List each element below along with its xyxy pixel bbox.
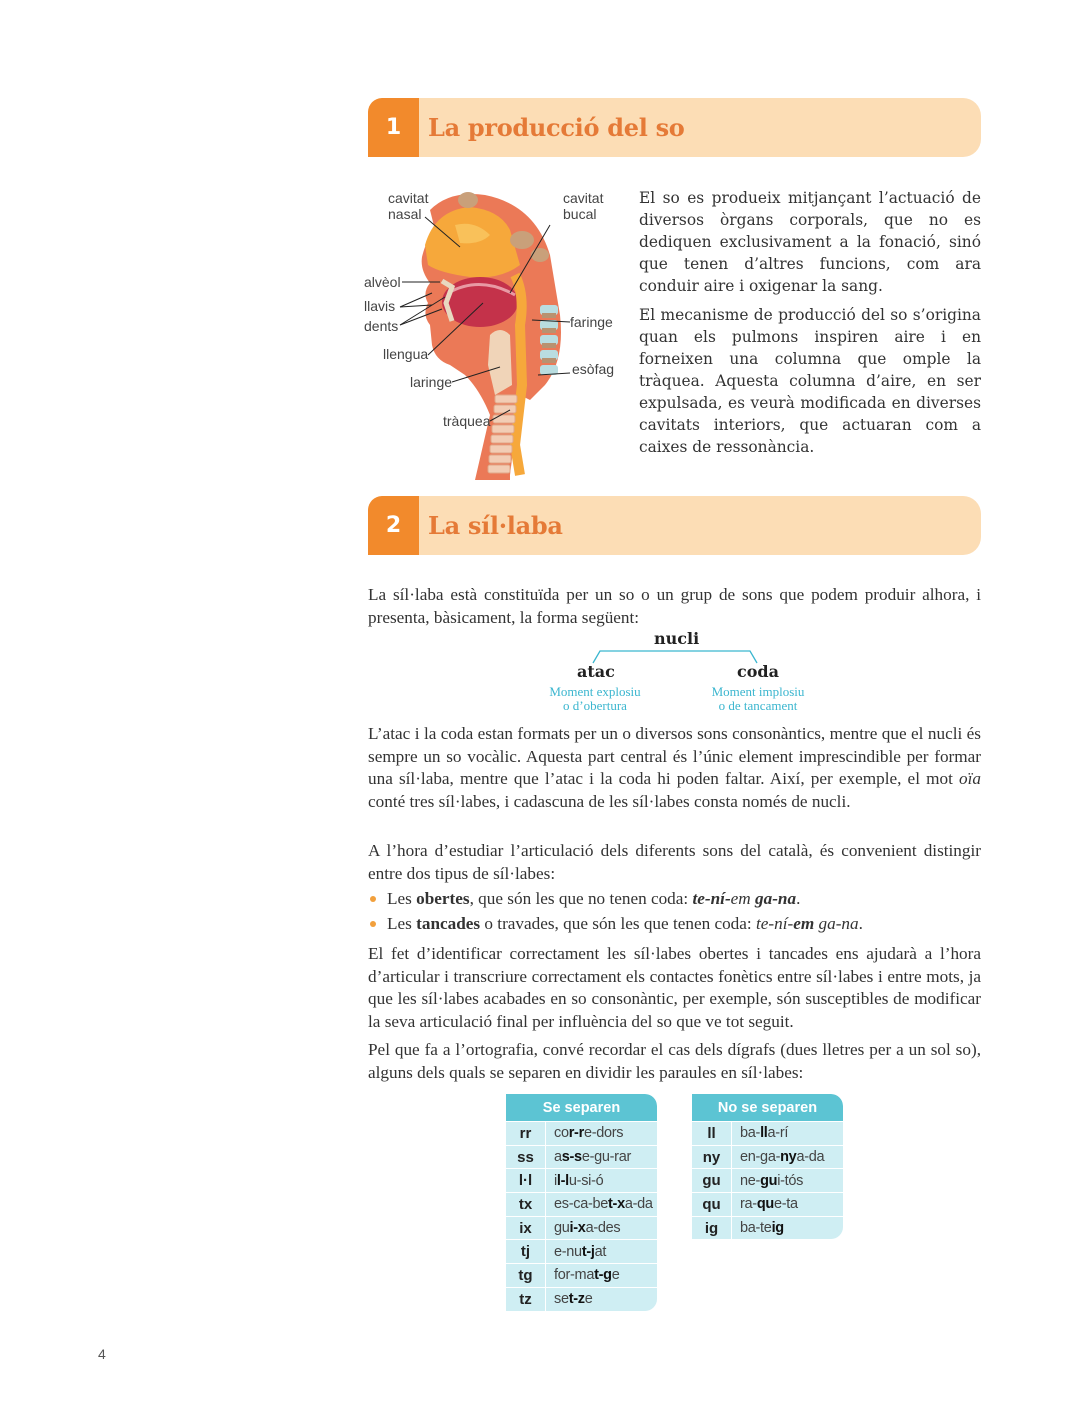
table-header: Se separen xyxy=(506,1094,657,1121)
table-row xyxy=(506,1168,657,1192)
section-number: 2 xyxy=(368,496,419,555)
section-header-1 xyxy=(368,98,981,157)
digraph-example: e-nut-jat xyxy=(554,1243,607,1260)
table-row xyxy=(506,1239,657,1263)
bullet-icon xyxy=(370,896,376,902)
label-alveol: alvèol xyxy=(364,274,401,290)
digraph-code: gu xyxy=(692,1169,732,1192)
digraph-example: ba-teig xyxy=(740,1220,784,1237)
label-llavis: llavis xyxy=(364,298,396,314)
vocal-tract-illustration xyxy=(360,185,620,480)
digraph-code: tx xyxy=(506,1193,546,1216)
table-row xyxy=(692,1192,843,1216)
digraph-example: en-ga-nya-da xyxy=(740,1149,825,1166)
bullet-icon xyxy=(370,921,376,927)
digraph-code: l·l xyxy=(506,1169,546,1192)
section-number: 1 xyxy=(368,98,419,157)
paragraph-sound-production-1: El so es produeix mitjançant l’actuació de diversos òrgans corporals, que no es dediquen exclusivament a la fonació, sinó que tenen d’altres funcions, com ara conduir aire i oxigenar la sang. xyxy=(639,189,981,295)
table-separated-digraphs xyxy=(506,1094,657,1311)
digraph-code: qu xyxy=(692,1193,732,1216)
digraph-code: ig xyxy=(692,1217,732,1240)
table-row xyxy=(506,1145,657,1169)
bullet-open-syllables: Les obertes, que són les que no tenen coda: te-ní-em ga-na. xyxy=(387,889,801,908)
label-traquea: tràquea xyxy=(443,413,491,429)
table-row xyxy=(692,1168,843,1192)
table-row xyxy=(506,1216,657,1240)
paragraph-syllable-importance: El fet d’identificar correctament les síl·labes obertes i tancades ens ajudarà a l’hora d’articular i transcriure correctament els contactes fonètics entre síl·labes i entre mots, ja que les síl·labes acabades en so consonàntic, per exemple, són susceptibles de modificar la seva articulació final per influència del so que ve tot seguit. xyxy=(368,944,981,1031)
digraph-example: es-ca-bet-xa-da xyxy=(554,1196,653,1213)
label-dents: dents xyxy=(364,318,399,334)
digraph-example: ra-que-ta xyxy=(740,1196,798,1213)
digraph-example: cor-re-dors xyxy=(554,1125,624,1142)
section-title: La síl·laba xyxy=(428,511,563,540)
paragraph-syllable-parts: L’atac i la coda estan formats per un o diversos sons consonàntics, mentre que el nucli és sempre un so vocàlic. Aquesta part central és l’únic element imprescindible per formar una síl·laba, mentre que l’atac i la coda hi poden faltar. Així, per exemple, el mot oïa conté tres síl·labes, i cadascuna de les síl·labes consta només de nucli. xyxy=(368,724,981,811)
table-row xyxy=(506,1192,657,1216)
vocal-tract-icon xyxy=(360,185,620,480)
label-atac: atac xyxy=(577,662,615,681)
digraph-code: tg xyxy=(506,1264,546,1287)
label-faringe: faringe xyxy=(570,314,613,330)
label-coda: coda xyxy=(737,662,779,681)
digraph-code: ss xyxy=(506,1146,546,1169)
table-non-separated-digraphs xyxy=(692,1094,843,1239)
section-header-2 xyxy=(368,496,981,555)
digraph-code: tz xyxy=(506,1288,546,1311)
label-nucli: nucli xyxy=(654,629,700,648)
onset-description: Moment explosiu o d’obertura xyxy=(549,684,641,713)
bracket-line-icon xyxy=(590,648,760,664)
table-row xyxy=(692,1216,843,1240)
digraph-example: as-se-gu-rar xyxy=(554,1149,631,1166)
label-llengua: llengua xyxy=(383,346,429,362)
label-cavitat-bucal: cavitat bucal xyxy=(563,190,604,222)
digraph-code: ll xyxy=(692,1122,732,1145)
digraph-example: for-mat-ge xyxy=(554,1267,620,1284)
coda-description: Moment implosiu o de tancament xyxy=(711,684,805,713)
paragraph-syllable-intro: La síl·laba està constituïda per un so o un grup de sons que podem produir alhora, i presenta, bàsicament, la forma següent: xyxy=(368,585,981,627)
digraph-code: tj xyxy=(506,1240,546,1263)
digraph-example: il-lu-si-ó xyxy=(554,1172,604,1189)
page-number: 4 xyxy=(98,1346,106,1362)
digraph-example: gui-xa-des xyxy=(554,1220,621,1237)
digraph-example: set-ze xyxy=(554,1291,593,1308)
table-row xyxy=(506,1287,657,1311)
table-row xyxy=(506,1263,657,1287)
paragraph-sound-production-2: El mecanisme de producció del so s’origina quan els pulmons inspiren aire i en forneixen una columna que omple la tràquea. Aquesta columna d’aire, en ser expulsada, es veurà modificada en diverses cavitats interiors, que actuaran com a caixes de ressonància. xyxy=(639,306,981,456)
table-row xyxy=(506,1121,657,1145)
label-laringe: laringe xyxy=(410,374,453,390)
digraph-example: ne-gui-tós xyxy=(740,1172,804,1189)
table-row xyxy=(692,1121,843,1145)
digraph-code: ix xyxy=(506,1217,546,1240)
digraph-code: ny xyxy=(692,1146,732,1169)
digraph-code: rr xyxy=(506,1122,546,1145)
bullet-closed-syllables: Les tancades o travades, que són les que tenen coda: te-ní-em ga-na. xyxy=(387,914,863,933)
label-esofag: esòfag xyxy=(572,361,615,377)
digraph-example: ba-lla-rí xyxy=(740,1125,789,1142)
section-title: La producció del so xyxy=(428,113,685,142)
table-row xyxy=(692,1145,843,1169)
paragraph-digraphs: Pel que fa a l’ortografia, convé recordar el cas dels dígrafs (dues lletres per a un sol so), alguns dels quals se separen en dividir les paraules en síl·labes: xyxy=(368,1040,981,1082)
paragraph-syllable-types: A l’hora d’estudiar l’articulació dels diferents sons del català, és convenient distingir entre dos tipus de síl·labes: xyxy=(368,841,981,883)
table-header: No se separen xyxy=(692,1094,843,1121)
label-cavitat-nasal: cavitat nasal xyxy=(388,190,429,222)
